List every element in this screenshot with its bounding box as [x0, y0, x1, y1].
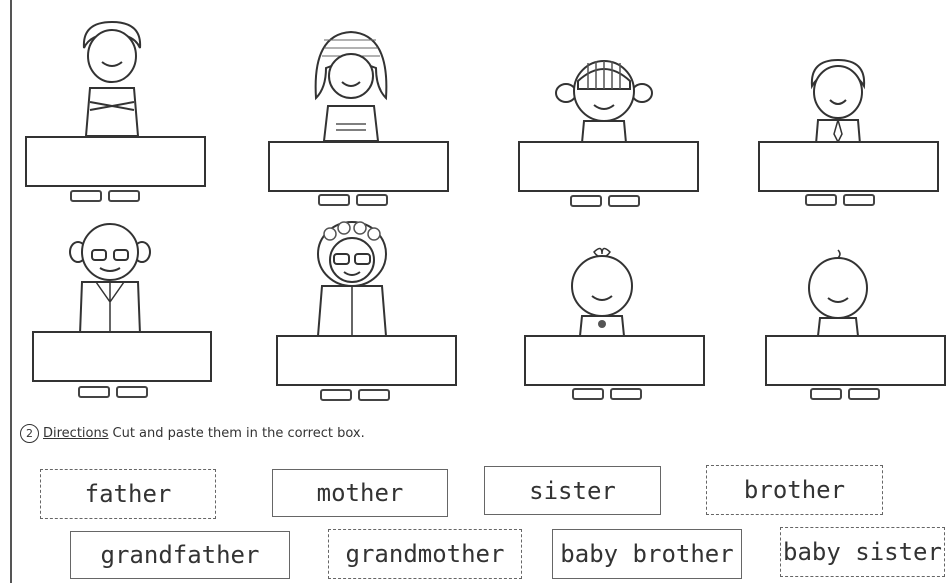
- word-card-baby-brother[interactable]: baby brother: [552, 529, 742, 579]
- mother-figure-icon: [310, 28, 392, 143]
- answer-box-grandmother[interactable]: [276, 335, 457, 386]
- word-card-father[interactable]: father: [40, 469, 216, 519]
- word-card-mother[interactable]: mother: [272, 469, 448, 517]
- grandfather-figure-icon: [68, 222, 152, 334]
- feet-icon: [810, 388, 880, 398]
- baby-brother-figure-icon: [806, 248, 870, 336]
- word-card-sister[interactable]: sister: [484, 466, 661, 515]
- baby-sister-figure-icon: [568, 244, 636, 336]
- answer-box-mother[interactable]: [268, 141, 449, 192]
- feet-icon: [572, 388, 642, 398]
- feet-icon: [78, 386, 148, 396]
- answer-box-sister[interactable]: [518, 141, 699, 192]
- directions-line: [20, 424, 365, 443]
- step-number-badge: 2: [20, 424, 39, 443]
- father-figure-icon: [72, 18, 152, 138]
- word-card-baby-sister[interactable]: baby sister: [780, 527, 945, 577]
- feet-icon: [320, 389, 390, 399]
- feet-icon: [70, 190, 140, 200]
- answer-box-baby-brother[interactable]: [765, 335, 946, 386]
- margin-line: [10, 0, 12, 583]
- grandmother-figure-icon: [310, 220, 394, 336]
- directions-text: Cut and paste them in the correct box.: [112, 426, 365, 441]
- word-card-grandmother[interactable]: grandmother: [328, 529, 522, 579]
- word-card-grandfather[interactable]: grandfather: [70, 531, 290, 579]
- feet-icon: [570, 195, 640, 205]
- answer-box-grandfather[interactable]: [32, 331, 212, 382]
- feet-icon: [805, 194, 875, 204]
- directions-label: Directions: [43, 426, 109, 441]
- answer-box-baby-sister[interactable]: [524, 335, 705, 386]
- answer-box-brother[interactable]: [758, 141, 939, 192]
- brother-figure-icon: [806, 58, 870, 144]
- answer-box-father[interactable]: [25, 136, 206, 187]
- sister-figure-icon: [552, 55, 656, 143]
- word-card-brother[interactable]: brother: [706, 465, 883, 515]
- feet-icon: [318, 194, 388, 204]
